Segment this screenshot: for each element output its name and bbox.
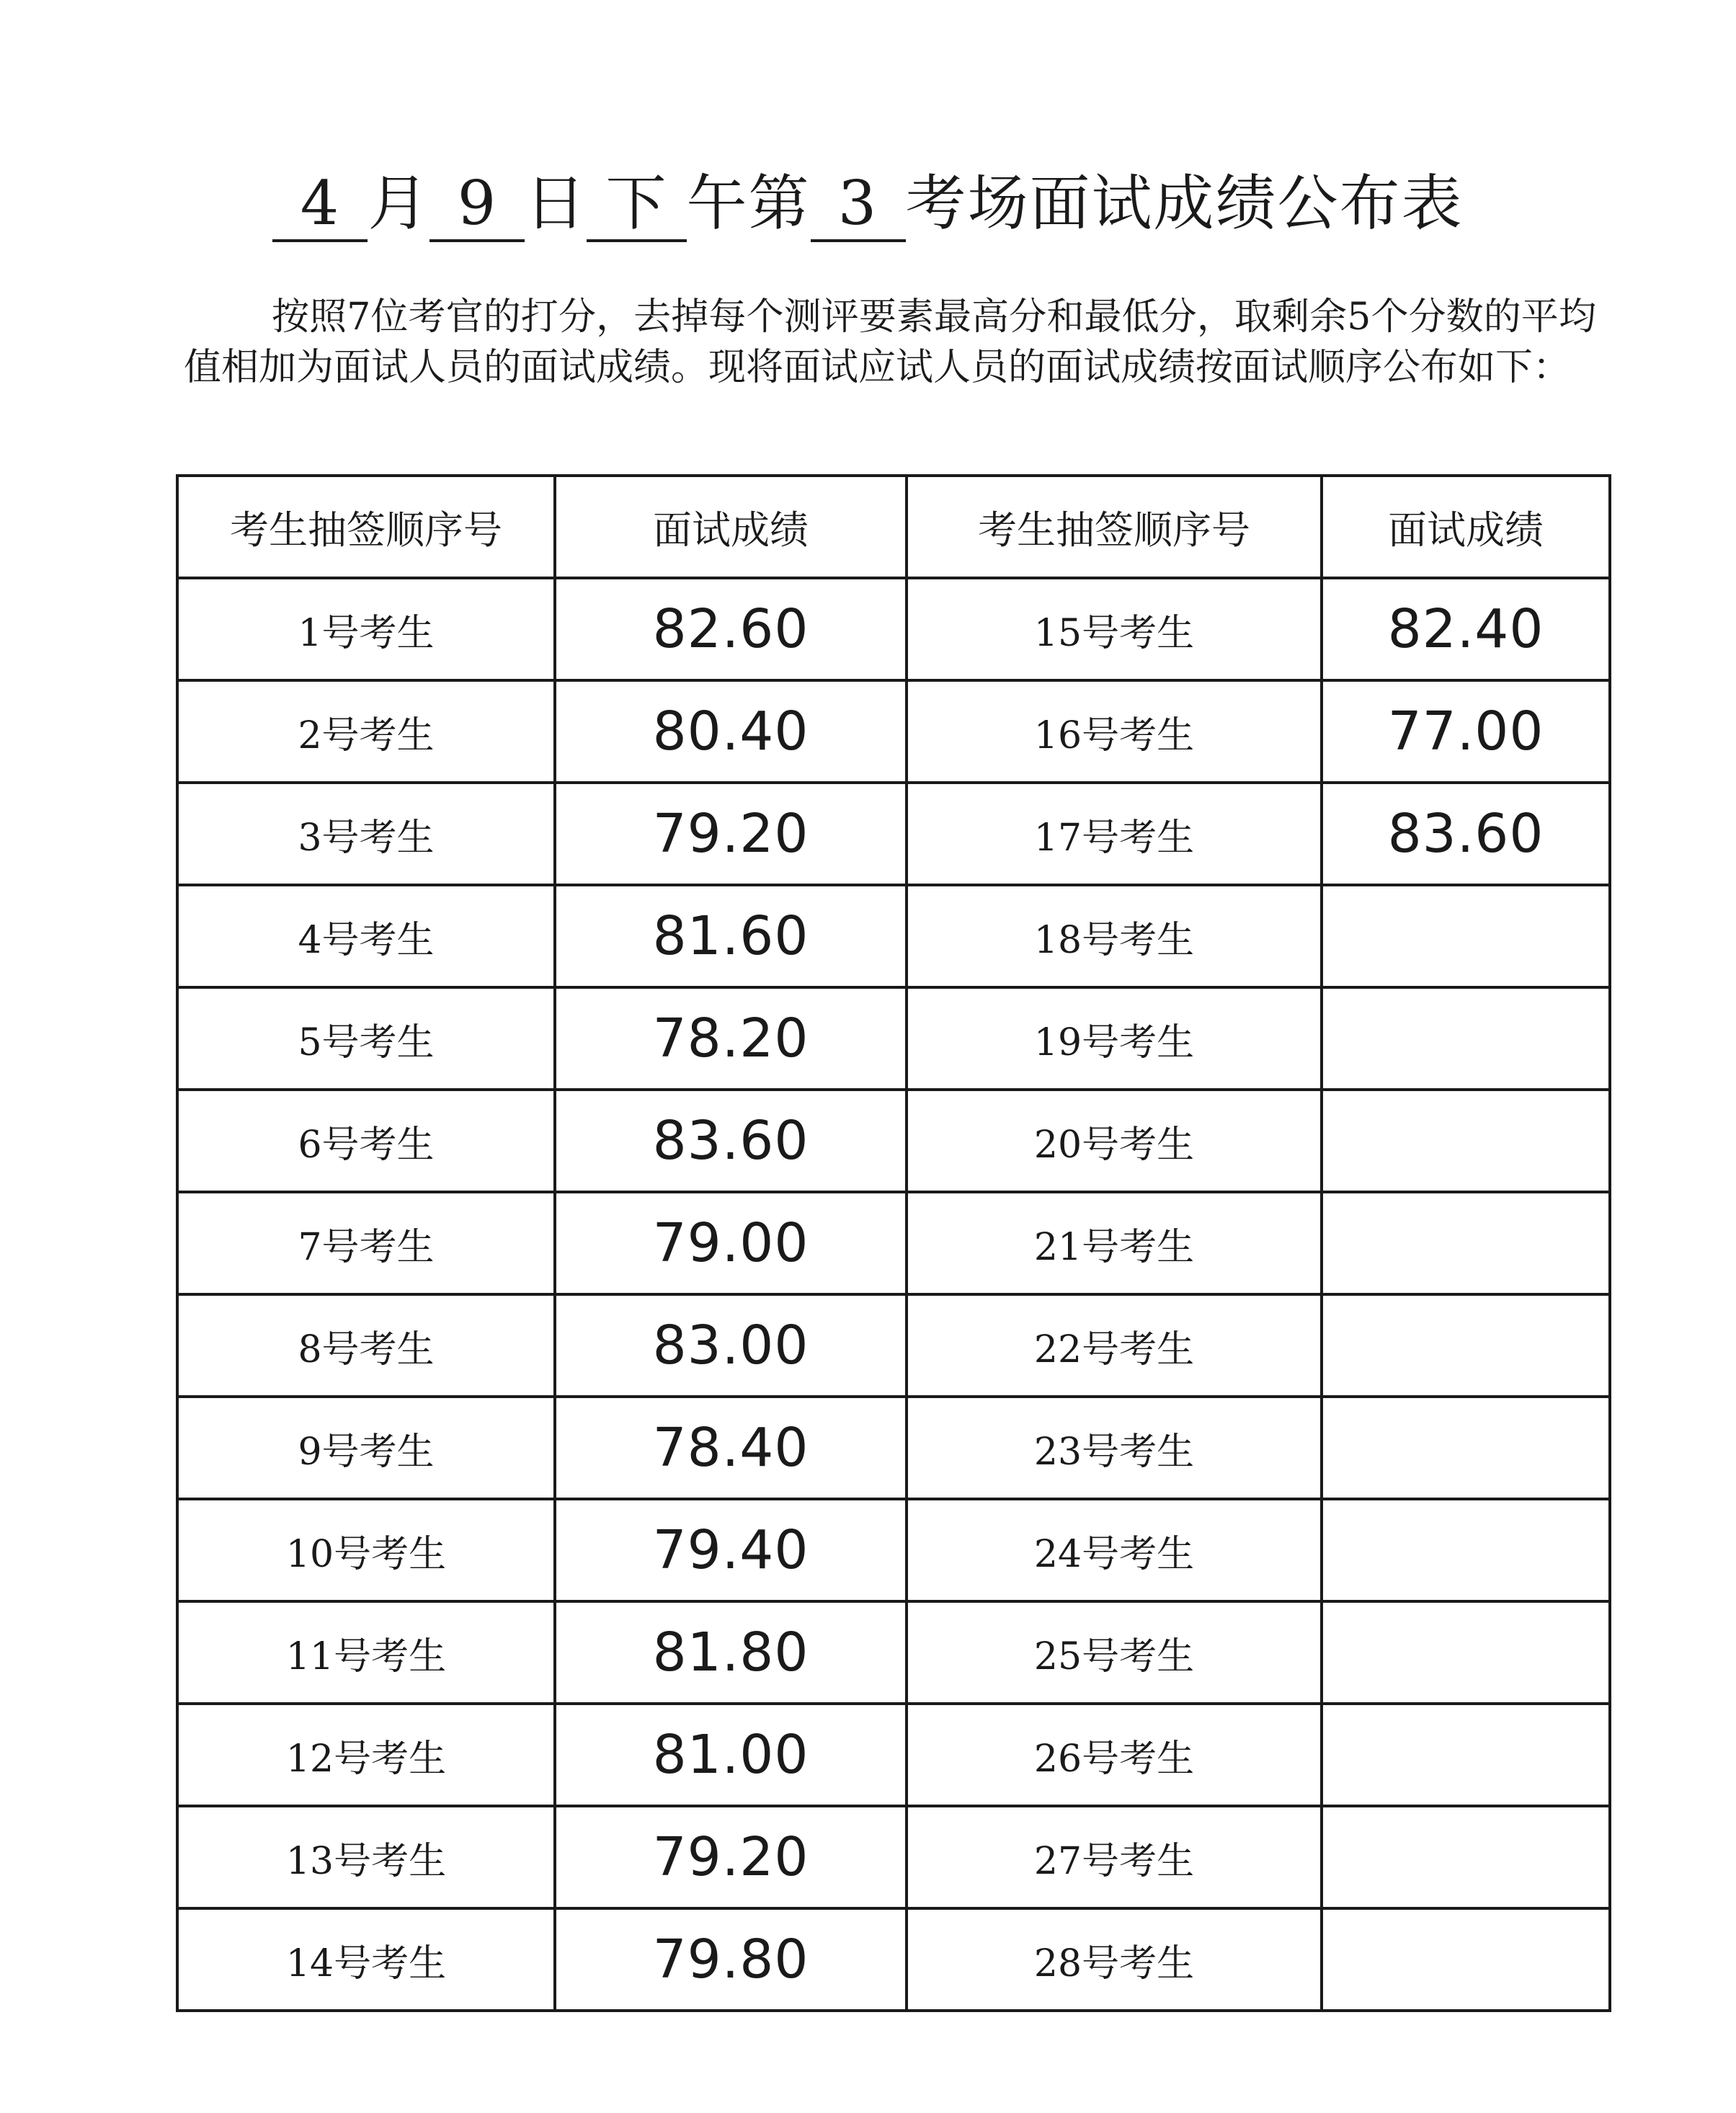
title-day: 9 — [429, 167, 525, 242]
header-left-score: 面试成绩 — [555, 476, 907, 578]
right-candidate-number-cell: 16号考生 — [907, 680, 1322, 783]
left-score-cell: 79.20 — [555, 783, 907, 885]
intro-paragraph: 按照7位考官的打分，去掉每个测评要素最高分和最低分，取剩余5个分数的平均值相加为面试人员的面试成绩。现将面试应试人员的面试成绩按面试顺序公布如下： — [184, 295, 1596, 389]
title-month: 4 — [272, 167, 368, 242]
right-score-cell — [1322, 1397, 1610, 1499]
right-candidate-number-cell: 18号考生 — [907, 885, 1322, 987]
right-candidate-number-cell: 19号考生 — [907, 987, 1322, 1090]
header-right-number: 考生抽签顺序号 — [907, 476, 1322, 578]
left-score-cell: 78.40 — [555, 1397, 907, 1499]
header-right-score: 面试成绩 — [1322, 476, 1610, 578]
left-candidate-number-cell: 12号考生 — [177, 1704, 555, 1806]
left-candidate-number-cell: 1号考生 — [177, 578, 555, 680]
title-suffix: 考场面试成绩公布表 — [905, 168, 1464, 239]
table-row — [177, 578, 1610, 680]
left-score-cell: 79.20 — [555, 1806, 907, 1908]
right-score-cell: 82.40 — [1322, 578, 1610, 680]
left-candidate-number-cell: 3号考生 — [177, 783, 555, 885]
right-candidate-number-cell: 20号考生 — [907, 1090, 1322, 1192]
table-row — [177, 1908, 1610, 2011]
right-candidate-number-cell: 26号考生 — [907, 1704, 1322, 1806]
table-row — [177, 1704, 1610, 1806]
right-score-cell — [1322, 1704, 1610, 1806]
header-left-number: 考生抽签顺序号 — [177, 476, 555, 578]
right-score-cell — [1322, 1192, 1610, 1294]
right-candidate-number-cell: 25号考生 — [907, 1601, 1322, 1704]
left-score-cell: 79.40 — [555, 1499, 907, 1601]
right-score-cell — [1322, 1601, 1610, 1704]
right-candidate-number-cell: 21号考生 — [907, 1192, 1322, 1294]
right-candidate-number-cell: 22号考生 — [907, 1294, 1322, 1397]
table-row — [177, 1294, 1610, 1397]
left-candidate-number-cell: 13号考生 — [177, 1806, 555, 1908]
left-candidate-number-cell: 2号考生 — [177, 680, 555, 783]
right-score-cell: 77.00 — [1322, 680, 1610, 783]
table-row — [177, 885, 1610, 987]
right-candidate-number-cell: 28号考生 — [907, 1908, 1322, 2011]
right-score-cell — [1322, 1806, 1610, 1908]
right-score-cell — [1322, 1294, 1610, 1397]
table-row — [177, 680, 1610, 783]
left-score-cell: 79.00 — [555, 1192, 907, 1294]
right-score-cell — [1322, 987, 1610, 1090]
table-row — [177, 1499, 1610, 1601]
right-score-cell — [1322, 1090, 1610, 1192]
page-title — [0, 160, 1736, 246]
right-candidate-number-cell: 24号考生 — [907, 1499, 1322, 1601]
table-row — [177, 1192, 1610, 1294]
left-candidate-number-cell: 8号考生 — [177, 1294, 555, 1397]
right-candidate-number-cell: 27号考生 — [907, 1806, 1322, 1908]
right-candidate-number-cell: 17号考生 — [907, 783, 1322, 885]
left-score-cell: 81.60 — [555, 885, 907, 987]
right-score-cell — [1322, 1908, 1610, 2011]
title-day-unit: 日 — [525, 168, 587, 239]
score-table — [176, 474, 1611, 2012]
left-score-cell: 82.60 — [555, 578, 907, 680]
right-candidate-number-cell: 15号考生 — [907, 578, 1322, 680]
right-candidate-number-cell: 23号考生 — [907, 1397, 1322, 1499]
title-period: 下 — [587, 167, 686, 242]
left-score-cell: 83.00 — [555, 1294, 907, 1397]
left-score-cell: 81.00 — [555, 1704, 907, 1806]
title-room: 3 — [811, 167, 906, 242]
table-row — [177, 1806, 1610, 1908]
right-score-cell: 83.60 — [1322, 783, 1610, 885]
left-candidate-number-cell: 6号考生 — [177, 1090, 555, 1192]
left-candidate-number-cell: 5号考生 — [177, 987, 555, 1090]
table-header-row — [177, 476, 1610, 578]
table-row — [177, 1397, 1610, 1499]
left-candidate-number-cell: 7号考生 — [177, 1192, 555, 1294]
title-month-unit: 月 — [368, 168, 430, 239]
left-candidate-number-cell: 14号考生 — [177, 1908, 555, 2011]
left-candidate-number-cell: 11号考生 — [177, 1601, 555, 1704]
left-score-cell: 83.60 — [555, 1090, 907, 1192]
title-period-tail: 午第 — [686, 168, 811, 239]
left-score-cell: 80.40 — [555, 680, 907, 783]
left-candidate-number-cell: 4号考生 — [177, 885, 555, 987]
right-score-cell — [1322, 885, 1610, 987]
left-candidate-number-cell: 9号考生 — [177, 1397, 555, 1499]
left-score-cell: 78.20 — [555, 987, 907, 1090]
left-candidate-number-cell: 10号考生 — [177, 1499, 555, 1601]
table-row — [177, 1090, 1610, 1192]
left-score-cell: 79.80 — [555, 1908, 907, 2011]
table-row — [177, 987, 1610, 1090]
right-score-cell — [1322, 1499, 1610, 1601]
table-row — [177, 1601, 1610, 1704]
left-score-cell: 81.80 — [555, 1601, 907, 1704]
table-row — [177, 783, 1610, 885]
